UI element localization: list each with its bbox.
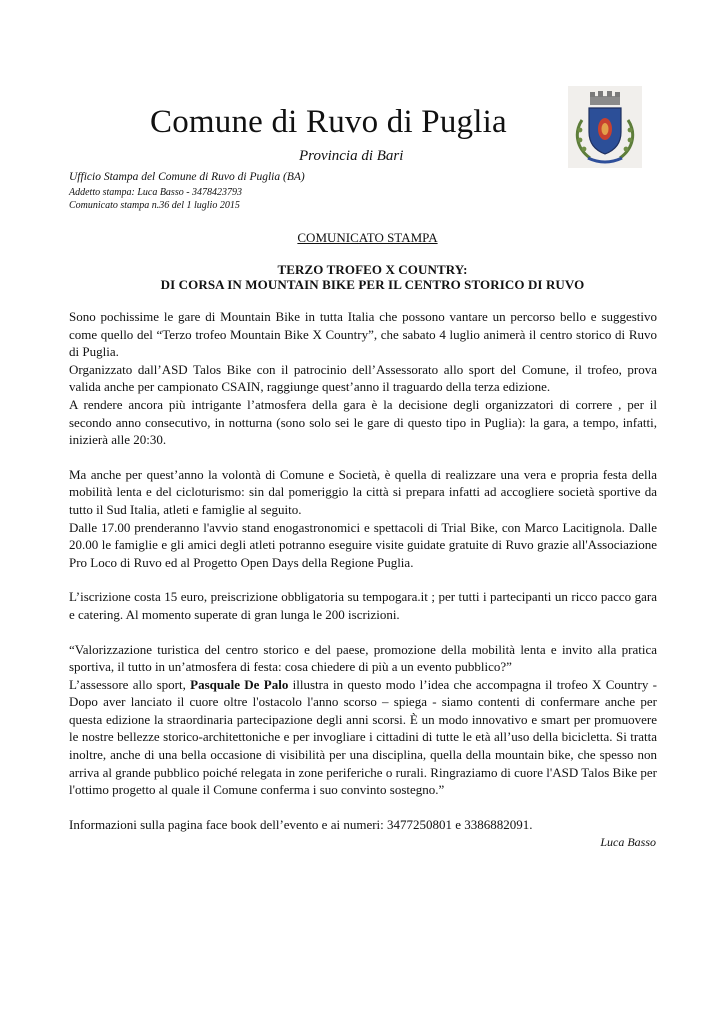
body-paragraph: L’iscrizione costa 15 euro, preiscrizione obbligatoria su tempogara.it ; per tutti i partecipanti un ricco pacco gara e catering. Al momento superate di gran lunga le 200 iscrizioni. (69, 589, 657, 622)
quote-paragraph: “Valorizzazione turistica del centro storico e del paese, promozione della mobilità lenta e invito alla pratica sportiva, il tutto in un’atmosfera di festa: cosa chiedere di più a un evento pubblico?” (69, 641, 657, 675)
body-paragraph: Dalle 17.00 prenderanno l'avvio stand enogastronomici e spettacoli di Trial Bike, con Marco Lacitignola. Dalle 20.00 le famiglie e gli amici degli atleti potranno eseguire visite guidate gratuite di Ruvo grazie all'Associazione Pro Loco di Ruvo ed al Progetto Open Days della Regione Puglia. (69, 519, 657, 570)
signature: Luca Basso (600, 835, 656, 849)
assessor-intro: L’assessore allo sport, (69, 676, 191, 692)
release-body (69, 308, 657, 833)
body-paragraph: Sono pochissime le gare di Mountain Bike in tutta Italia che possono vantare un percorso bello e suggestivo come quello del “Terzo trofeo Mountain Bike X Country”, che sabato 4 luglio animerà il centro storico di Ruvo di Puglia. (69, 309, 657, 360)
body-paragraph (69, 676, 657, 799)
assessor-statement: illustra in questo modo l’idea che accompagna il trofeo X Country - Dopo aver lanciato il cuore oltre l'ostacolo l'anno scorso – spiega - siamo contenti di confermare anche per questa edizione la straordinaria partecipazione degli anni scorsi. È un modo innovativo e smart per promuovere le nostre bellezze storico-architettoniche e per invogliare i cittadini di tutte le età all’uso della bicicletta. Si tratta inoltre, anche di una bella occasione di visibilità per una disciplina, quella della mountain bike, che spesso non arriva al grande pubblico poiché relegata in zone periferiche o rurali. Ringraziamo di cuore l'ASD Talos Bike per l'ottimo progetto al quale il Comune conferma i suo convinto sostegno.” (69, 676, 658, 798)
municipal-crest-icon (568, 86, 642, 168)
body-paragraph: Organizzato dall’ASD Talos Bike con il patrocinio dell’Assessorato allo sport del Comune, il trofeo, prova valida anche per campionato CSAIN, raggiunge quest’anno il traguardo della terza edizione. (69, 361, 657, 395)
release-number-line: Comunicato stampa n.36 del 1 luglio 2015 (69, 200, 240, 211)
release-heading: COMUNICATO STAMPA (297, 230, 438, 245)
headline-line-2: DI CORSA IN MOUNTAIN BIKE PER IL CENTRO STORICO DI RUVO (160, 277, 585, 292)
press-officer-line: Addetto stampa: Luca Basso - 3478423793 (69, 187, 243, 198)
headline-line-1: TERZO TROFEO X COUNTRY: (277, 262, 468, 277)
press-office-line: Ufficio Stampa del Comune di Ruvo di Puglia (BA) (69, 171, 305, 183)
page-title: Comune di Ruvo di Puglia (150, 104, 507, 140)
release-heading-row (0, 230, 725, 246)
body-paragraph: A rendere ancora più intrigante l’atmosfera della gara è la decisione degli organizzatori di correre , per il secondo anno consecutivo, in notturna (sono solo sei le gare di questo tipo in Puglia): la gara, a tempo, infatti, inizierà alle 20:30. (69, 396, 657, 448)
contact-info-paragraph: Informazioni sulla pagina face book dell’evento e ai numeri: 3477250801 e 3386882091. (69, 816, 533, 832)
page-subtitle: Provincia di Bari (299, 148, 404, 164)
assessor-name: Pasquale De Palo (190, 676, 289, 692)
body-paragraph: Ma anche per quest’anno la volontà di Comune e Società, è quella di realizzare una vera e propria festa della mobilità lenta e del cicloturismo: sin dal pomeriggio la città si prepara infatti ad accogliere società sportive da tutto il Sud Italia, atleti e famiglie al seguito. (69, 466, 657, 517)
